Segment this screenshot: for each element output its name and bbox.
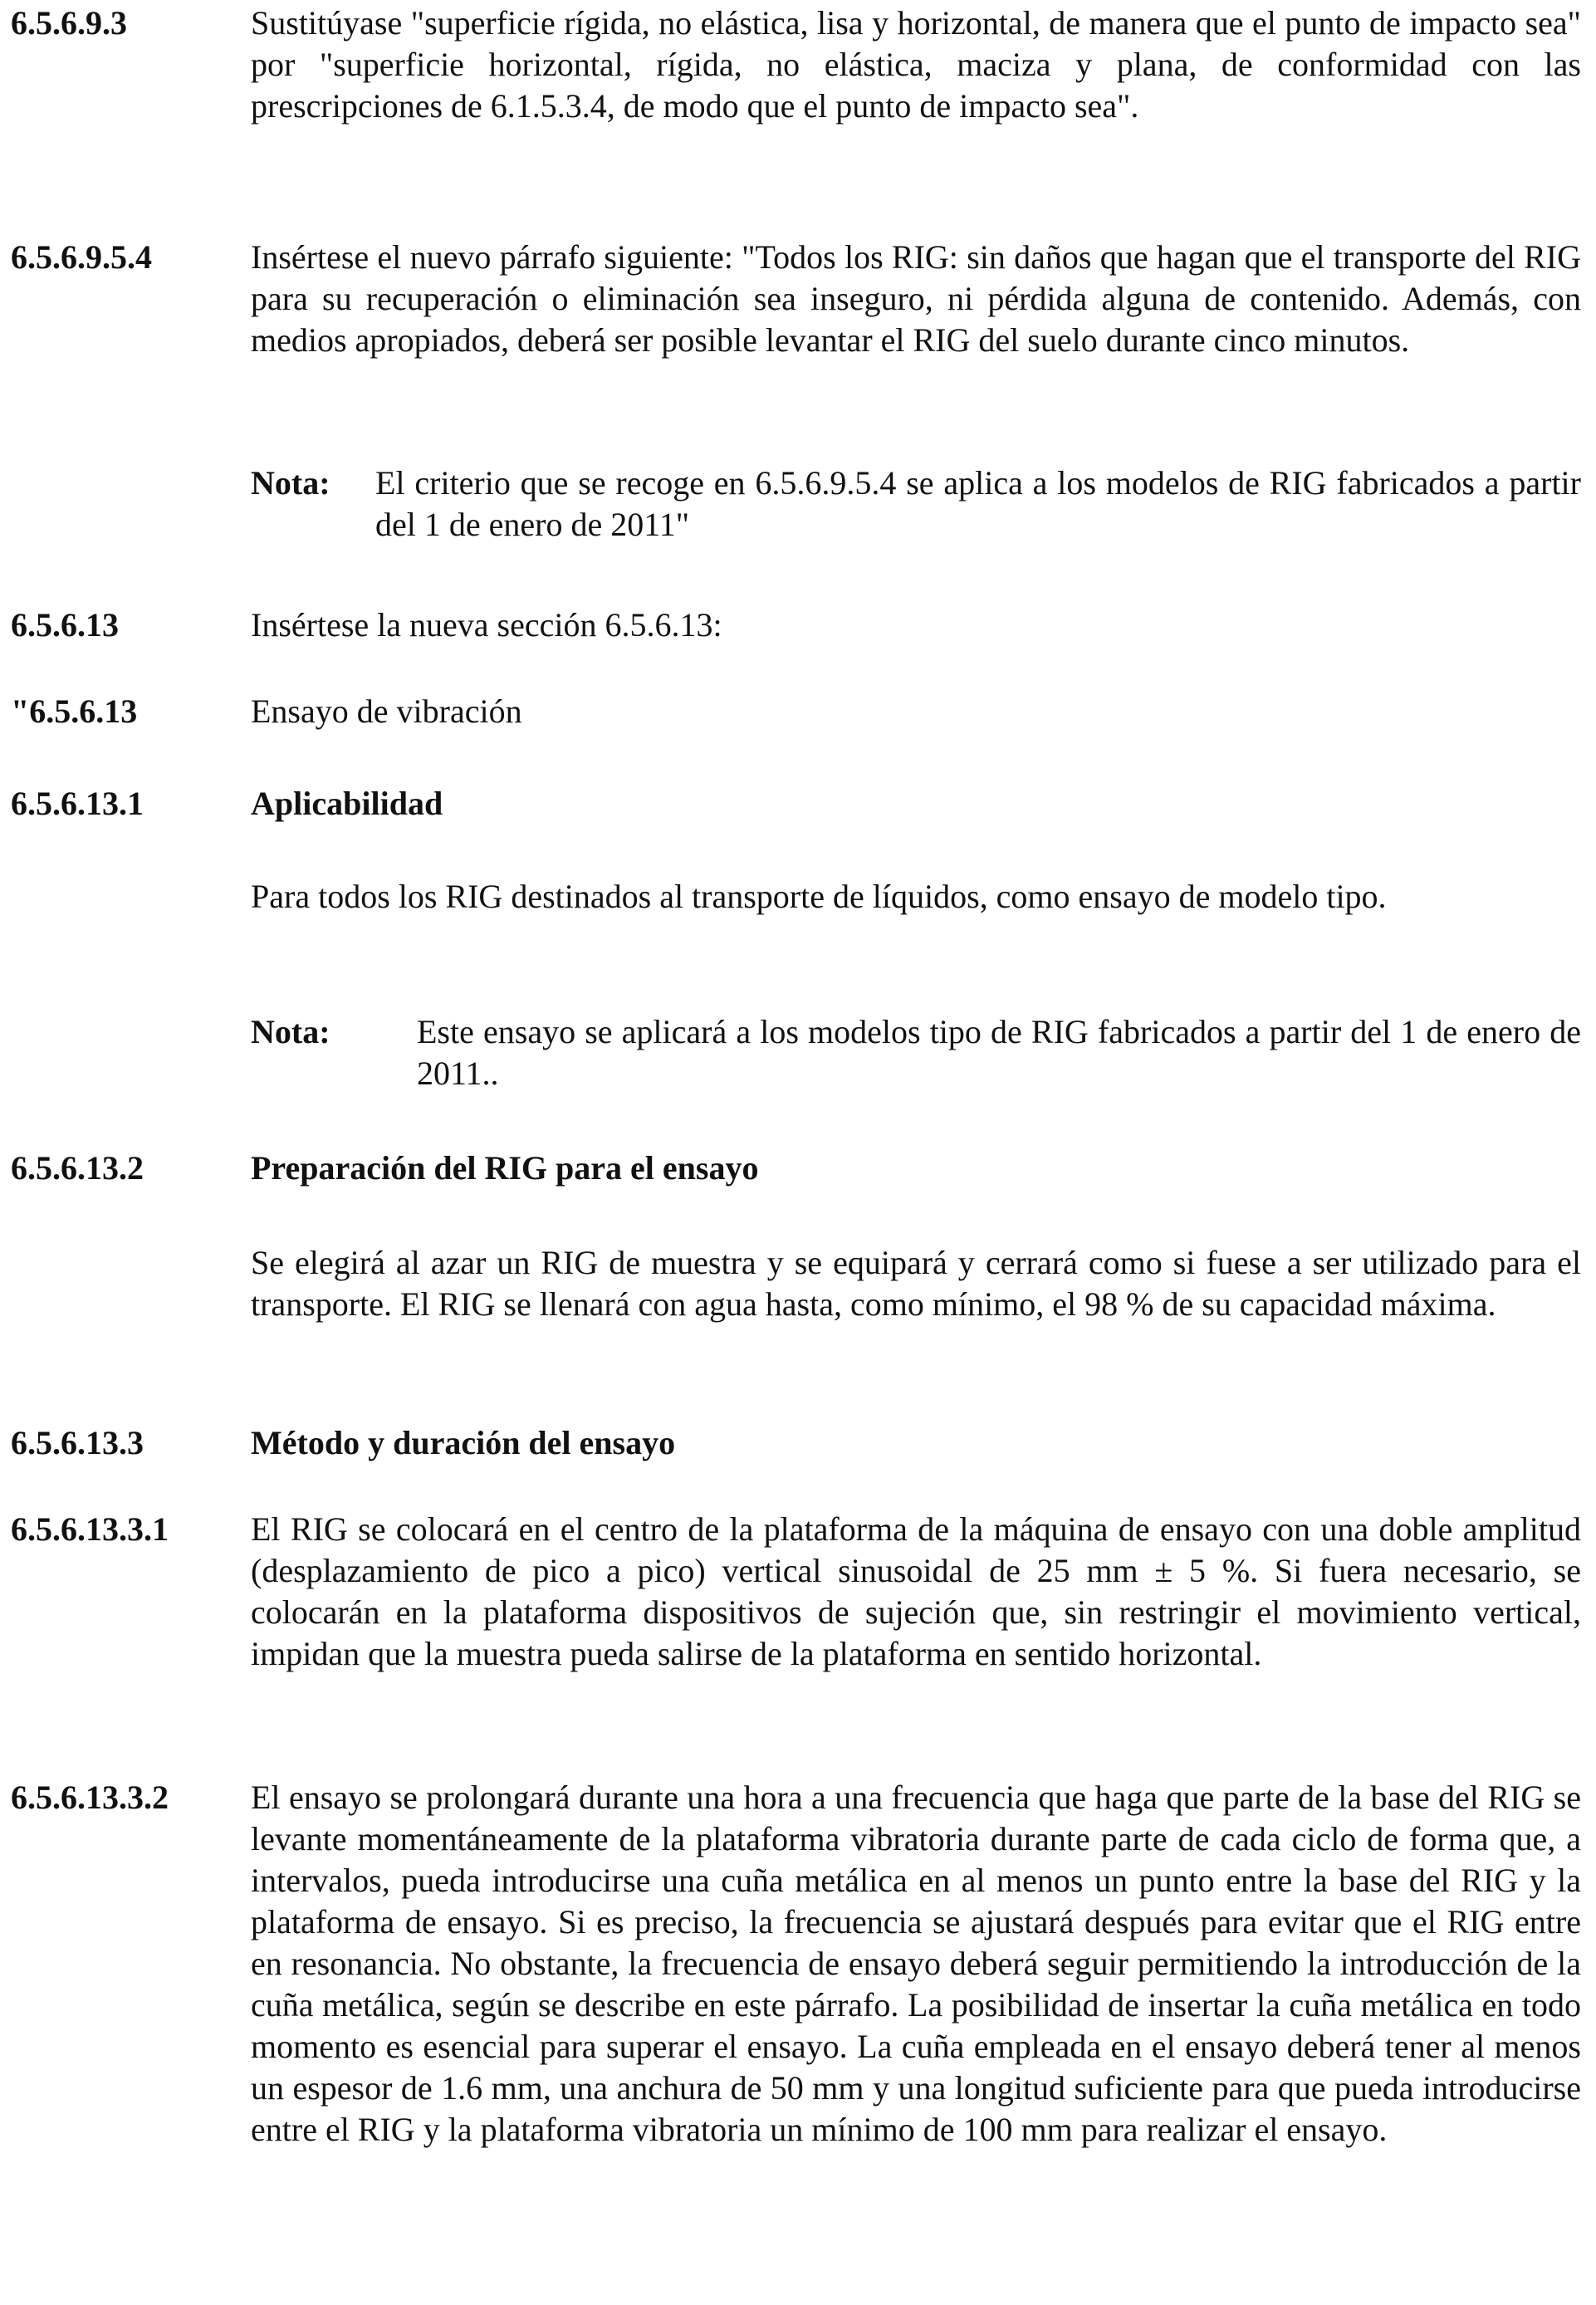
paragraph-number: 6.5.6.13.3.2: [11, 1779, 169, 1816]
paragraph-text: El RIG se colocará en el centro de la plataforma de la máquina de ensayo con una doble amplitud (desplazamiento de pico a pico) vertical sinusoidal de 25 mm ± 5 %. Si fuera necesario, se colocarán en la plataforma dispositivos de sujeción que, sin restringir el movimiento vertical, impidan que la muestra pueda salirse de la plataforma en sentido horizontal.: [251, 1510, 1581, 1672]
paragraph-number: 6.5.6.9.3: [11, 4, 127, 42]
paragraph-number: 6.5.6.13.3: [11, 1424, 144, 1461]
paragraph-text: El ensayo se prolongará durante una hora a una frecuencia que haga que parte de la base del RIG se levante momentáneamente de la plataforma vibratoria durante parte de cada ciclo de forma que, a intervalos, pueda introducirse una cuña metálica en al menos un punto entre la base del RIG y la plataforma de ensayo. Si es preciso, la frecuencia se ajustará después para evitar que el RIG entre en resonancia. No obstante, la frecuencia de ensayo deberá seguir permitiendo la introducción de la cuña metálica, según se describe en este párrafo. La posibilidad de insertar la cuña metálica en todo momento es esencial para superar el ensayo. La cuña empleada en el ensayo deberá tener al menos un espesor de 1.6 mm, una anchura de 50 mm y una longitud suficiente para que pueda introducirse entre el RIG y la plataforma vibratoria un mínimo de 100 mm para realizar el ensayo.: [251, 1779, 1581, 2148]
paragraph-text: Insértese la nueva sección 6.5.6.13:: [251, 606, 722, 644]
paragraph-number: 6.5.6.13.1: [11, 785, 144, 822]
paragraph-text: Se elegirá al azar un RIG de muestra y se equipará y cerrará como si fuese a ser utilizado para el transporte. El RIG se llenará con agua hasta, como mínimo, el 98 % de su capacidad máxima.: [251, 1244, 1581, 1323]
paragraph-text: Para todos los RIG destinados al transporte de líquidos, como ensayo de modelo tipo.: [251, 878, 1387, 915]
paragraph-number: "6.5.6.13: [11, 692, 138, 730]
paragraph-text: Sustitúyase "superficie rígida, no elástica, lisa y horizontal, de manera que el punto de impacto sea" por "superficie horizontal, rígida, no elástica, maciza y plana, de conformidad con las prescripciones de 6.1.5.3.4, de modo que el punto de impacto sea".: [251, 4, 1581, 125]
note-text: Este ensayo se aplicará a los modelos tipo de RIG fabricados a partir del 1 de enero de 2011..: [417, 1013, 1581, 1092]
paragraph-number: 6.5.6.13: [11, 606, 119, 644]
section-heading: Preparación del RIG para el ensayo: [251, 1149, 759, 1187]
paragraph-number: 6.5.6.13.3.1: [11, 1510, 169, 1548]
section-title: Ensayo de vibración: [251, 692, 522, 730]
section-heading: Aplicabilidad: [251, 785, 443, 822]
note-label: Nota:: [251, 464, 330, 502]
note-label: Nota:: [251, 1013, 330, 1050]
paragraph-number: 6.5.6.13.2: [11, 1149, 144, 1187]
paragraph-text: Insértese el nuevo párrafo siguiente: "Todos los RIG: sin daños que hagan que el transporte del RIG para su recuperación o eliminación sea inseguro, ni pérdida alguna de contenido. Además, con medios apropiados, deberá ser posible levantar el RIG del suelo durante cinco minutos.: [251, 238, 1581, 359]
paragraph-number: 6.5.6.9.5.4: [11, 238, 152, 276]
note-text: El criterio que se recoge en 6.5.6.9.5.4 se aplica a los modelos de RIG fabricados a partir del 1 de enero de 2011": [375, 464, 1581, 543]
section-heading: Método y duración del ensayo: [251, 1424, 676, 1461]
